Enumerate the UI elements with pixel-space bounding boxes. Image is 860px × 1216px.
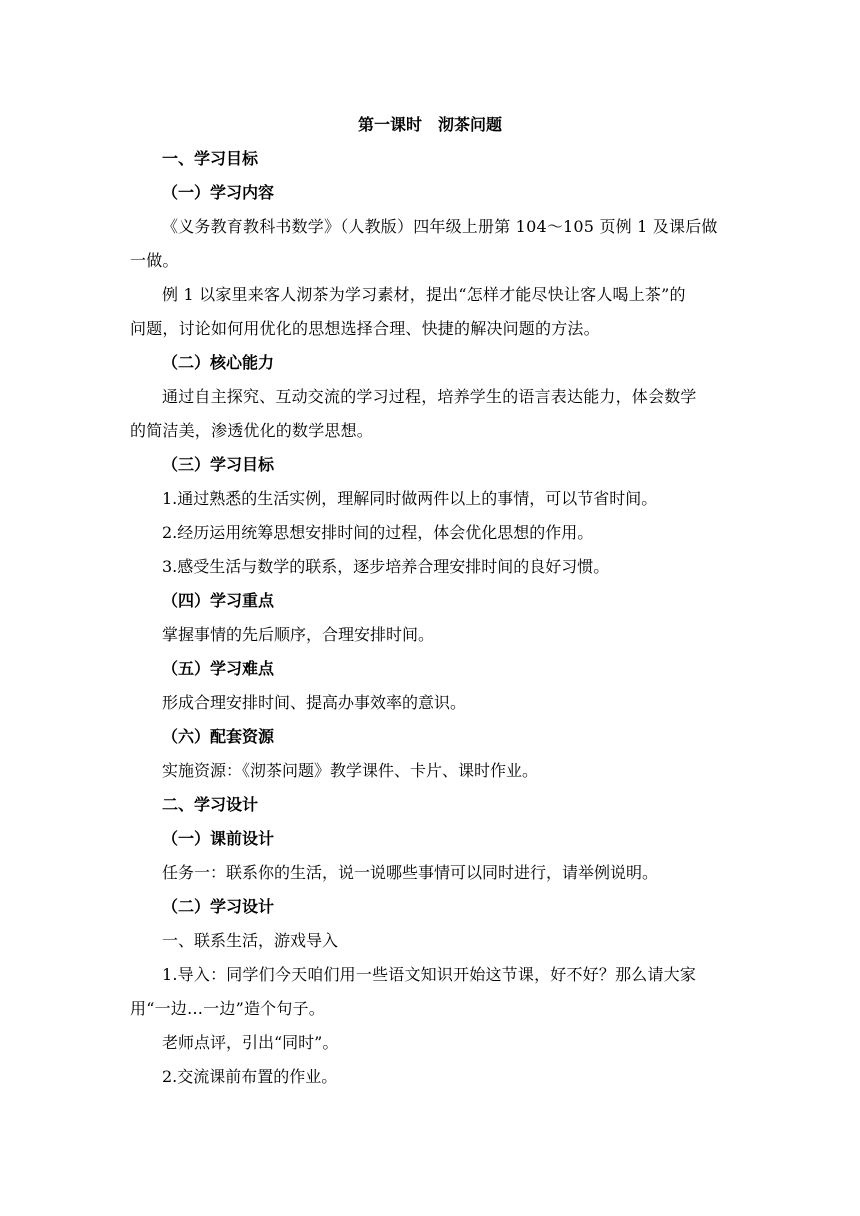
- subheading-difficulties: （五）学习难点: [162, 659, 275, 678]
- subheading-key-points: （四）学习重点: [162, 591, 275, 610]
- paragraph-line: 通过自主探究、互动交流的学习过程，培养学生的语言表达能力，体会数学: [162, 387, 697, 406]
- paragraph-task-one: 任务一：联系你的生活，说一说哪些事情可以同时进行，请举例说明。: [162, 863, 659, 882]
- paragraph-line: 问题，讨论如何用优化的思想选择合理、快捷的解决问题的方法。: [130, 319, 600, 338]
- paragraph-teacher-comment: 老师点评，引出“同时”。: [162, 1033, 339, 1052]
- paragraph-line: 例 1 以家里来客人沏茶为学习素材，提出“怎样才能尽快让客人喝上茶”的: [162, 285, 686, 304]
- subheading-resources: （六）配套资源: [162, 727, 275, 746]
- paragraph-line: 的简洁美，渗透优化的数学思想。: [130, 421, 374, 440]
- paragraph-core-ability: [130, 380, 730, 448]
- paragraph-content: [130, 210, 730, 278]
- subheading-objectives: （三）学习目标: [162, 455, 275, 474]
- subheading-learning-design: （二）学习设计: [162, 897, 275, 916]
- paragraph-example: [130, 278, 730, 346]
- paragraph-line: 一做。: [130, 251, 179, 270]
- section-heading-goals: 一、学习目标: [162, 149, 259, 168]
- objective-item: 2.经历运用统筹思想安排时间的过程，体会优化思想的作用。: [162, 523, 594, 542]
- paragraph-key-points: 掌握事情的先后顺序，合理安排时间。: [162, 625, 435, 644]
- paragraph-line: 《义务教育教科书数学》（人教版）四年级上册第 104～105 页例 1 及课后做: [162, 217, 718, 236]
- paragraph-line: 用“一边…一边”造个句子。: [130, 999, 325, 1018]
- paragraph-homework-exchange: 2.交流课前布置的作业。: [162, 1067, 338, 1086]
- subheading-core-ability: （二）核心能力: [162, 353, 275, 372]
- paragraph-resources: 实施资源：《沏茶问题》教学课件、卡片、课时作业。: [162, 761, 539, 780]
- paragraph-step-one: 一、联系生活，游戏导入: [162, 931, 339, 950]
- subheading-content: （一）学习内容: [162, 183, 275, 202]
- document-page: [130, 108, 730, 1094]
- section-heading-design: 二、学习设计: [162, 795, 259, 814]
- objective-item: 1.通过熟悉的生活实例，理解同时做两件以上的事情，可以节省时间。: [162, 489, 658, 508]
- paragraph-difficulties: 形成合理安排时间、提高办事效率的意识。: [162, 693, 467, 712]
- lesson-title: 第一课时 沏茶问题: [357, 115, 502, 134]
- paragraph-line: 1.导入：同学们今天咱们用一些语文知识开始这节课，好不好？那么请大家: [162, 965, 697, 984]
- objective-item: 3.感受生活与数学的联系，逐步培养合理安排时间的良好习惯。: [162, 557, 610, 576]
- subheading-pre-class: （一）课前设计: [162, 829, 275, 848]
- paragraph-intro: [130, 958, 730, 1026]
